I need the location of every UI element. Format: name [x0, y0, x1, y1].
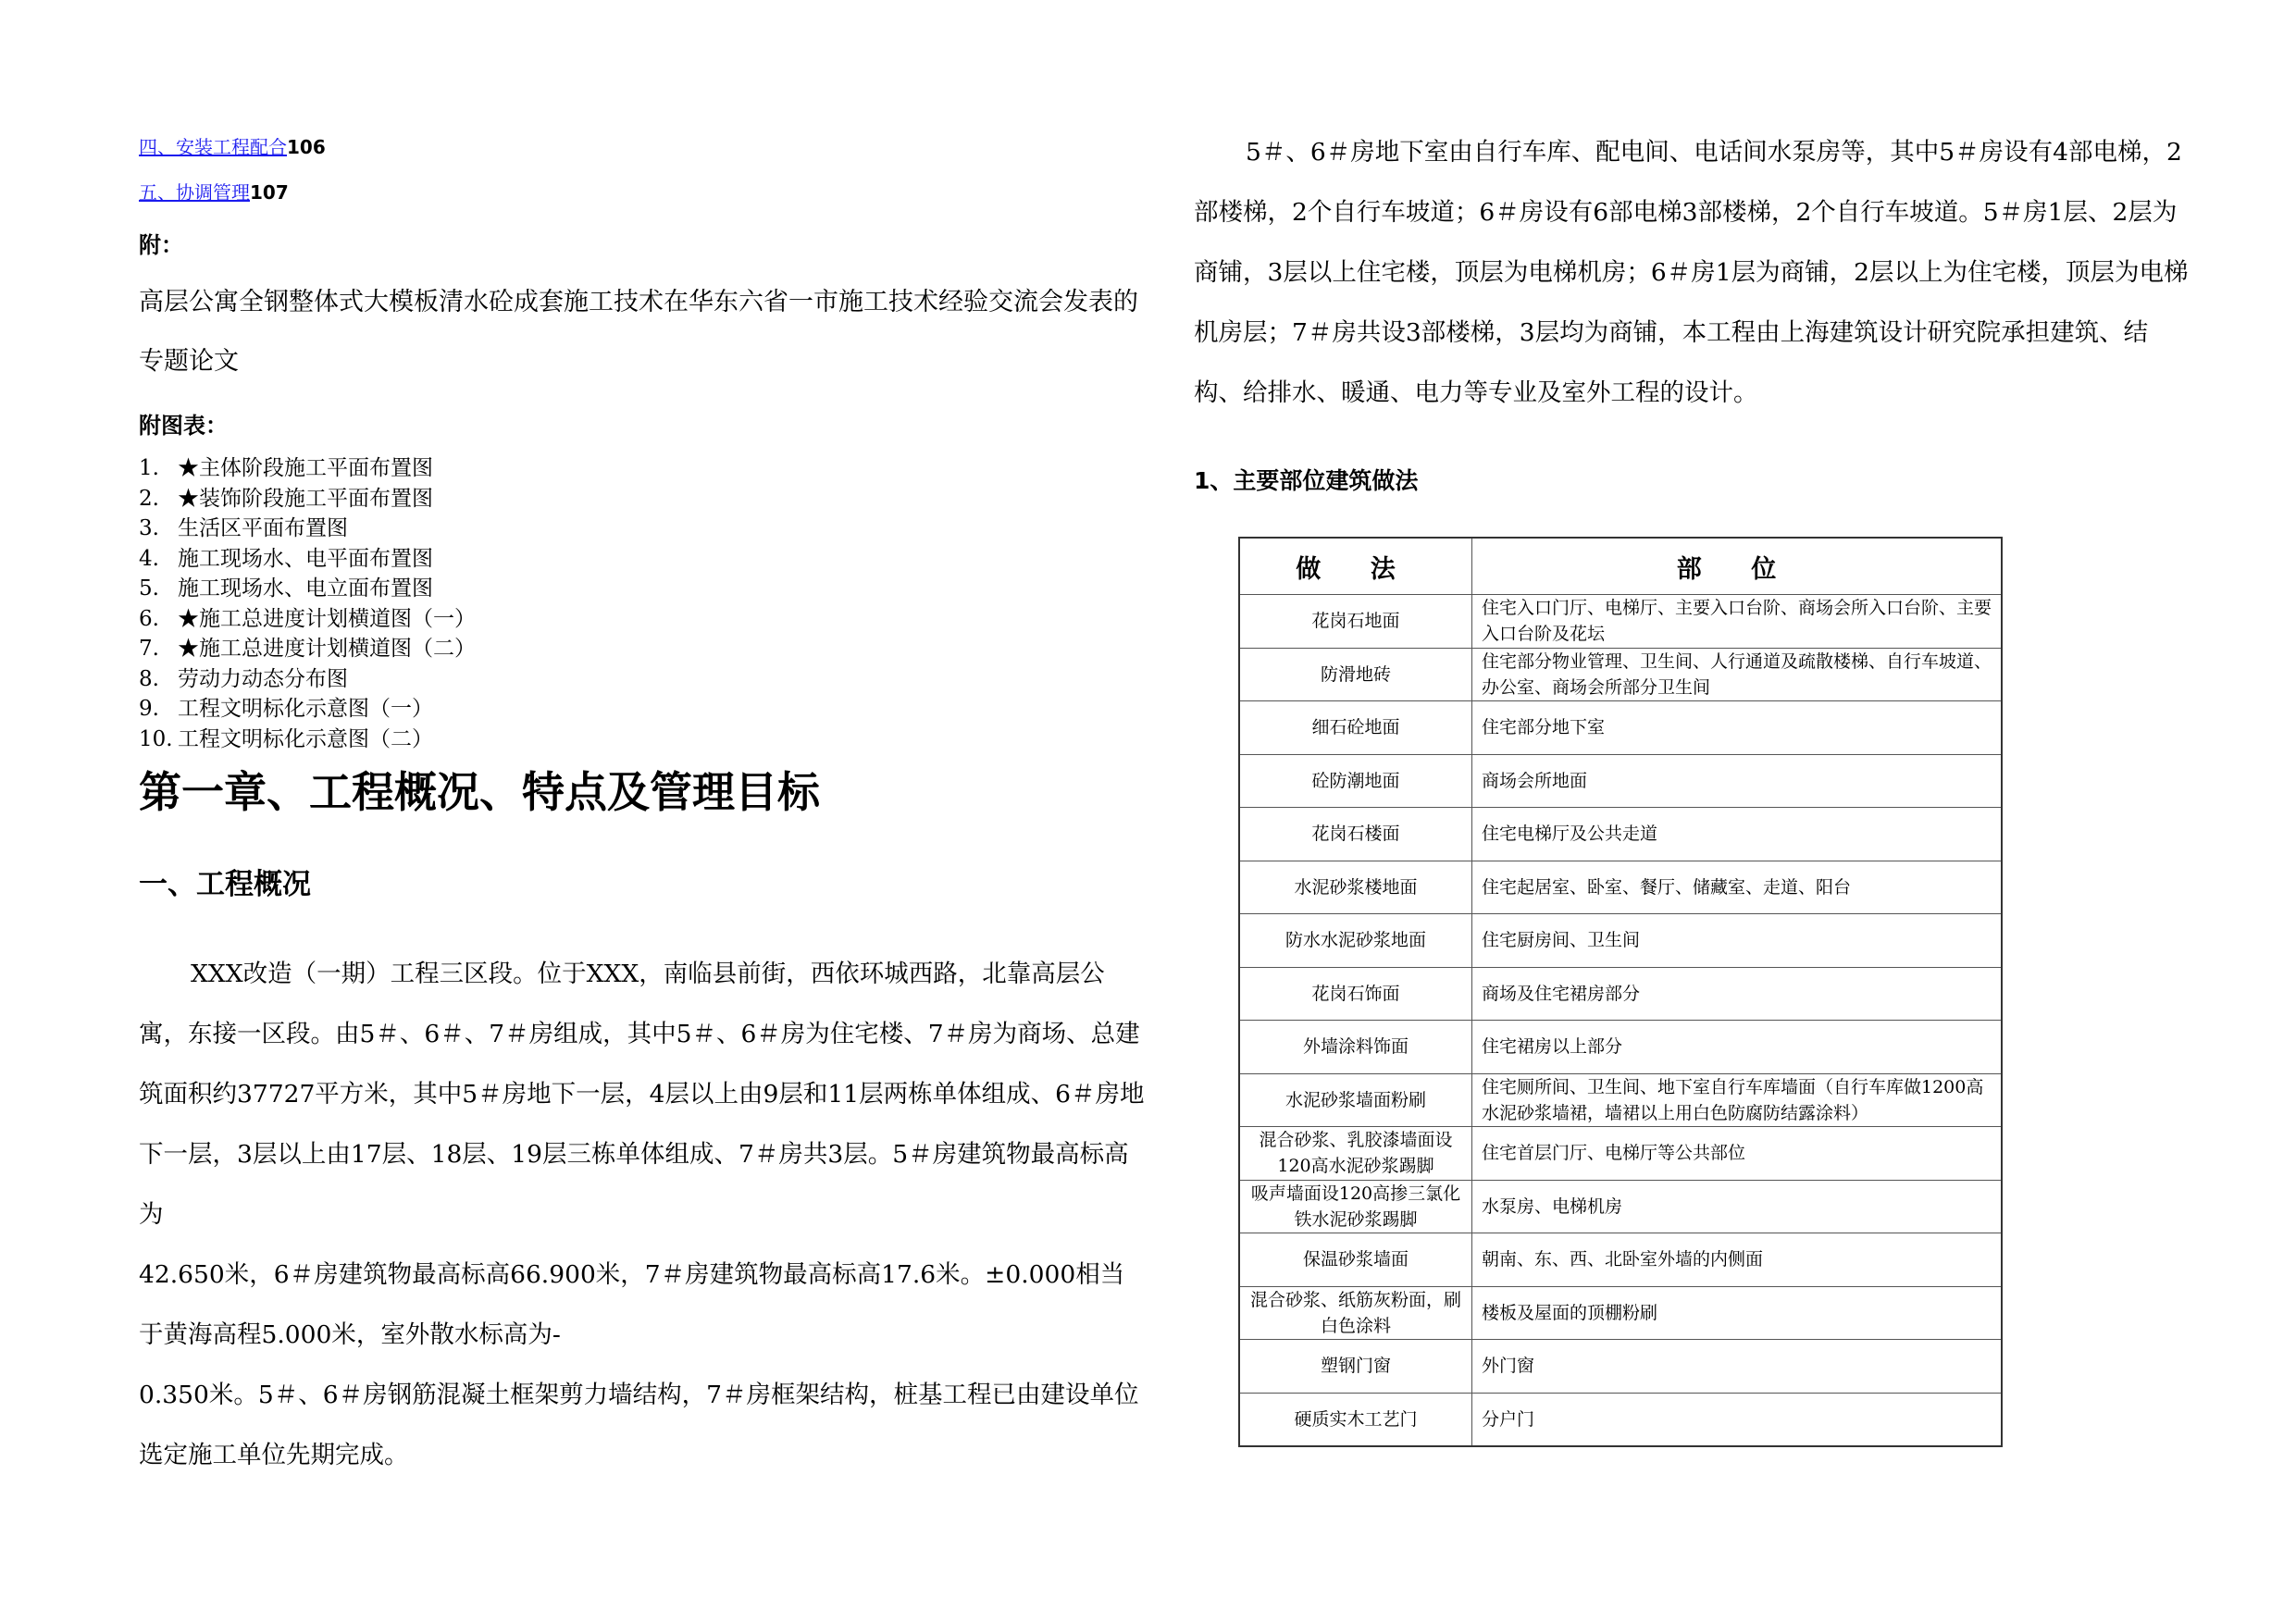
- table-row: [1239, 648, 2002, 701]
- method-cell: 花岗石楼面: [1239, 808, 1472, 861]
- table-row: [1239, 914, 2002, 968]
- method-cell: 吸声墙面设120高掺三氯化铁水泥砂浆踢脚: [1239, 1180, 1472, 1233]
- location-cell: 水泵房、电梯机房: [1472, 1180, 2003, 1233]
- section-title: 一、工程概况: [139, 868, 311, 901]
- location-cell: 商场会所地面: [1472, 754, 2003, 808]
- paragraph: 42.650米，6＃房建筑物最高标高66.900米，7＃房建筑物最高标高17.6米。±0.000相当于黄海高程5.000米，室外散水标高为-: [139, 1260, 1125, 1349]
- basement-description: [1194, 122, 2193, 423]
- method-cell: 水泥砂浆墙面粉刷: [1239, 1073, 1472, 1127]
- location-cell: 住宅起居室、卧室、餐厅、储藏室、走道、阳台: [1472, 861, 2003, 914]
- method-cell: 保温砂浆墙面: [1239, 1233, 1472, 1287]
- table-row: [1239, 1127, 2002, 1181]
- table-row: [1239, 595, 2002, 649]
- paragraph: XXX改造（一期）工程三区段。位于XXX，南临县前街，西依环城西路，北靠高层公寓，东接一区段。由5＃、6＃、7＃房组成，其中5＃、6＃房为住宅楼、7＃房为商场、总建筑面积约37727平方米，其中5＃房地下一层，4层以上由9层和11层两栋单体组成、6＃房地下一层，3层以上由17层、18层、19层三栋单体组成、7＃房共3层。5＃房建筑物最高标高为: [139, 960, 1145, 1229]
- list-item: 4. 施工现场水、电平面布置图: [139, 546, 433, 571]
- method-cell: 外墙涂料饰面: [1239, 1021, 1472, 1074]
- toc-link-label[interactable]: 五、协调管理: [139, 181, 250, 204]
- location-cell: 住宅入口门厅、电梯厅、主要入口台阶、商场会所入口台阶、主要入口台阶及花坛: [1472, 595, 2003, 649]
- method-cell: 水泥砂浆楼地面: [1239, 861, 1472, 914]
- list-item: 9. 工程文明标化示意图（一）: [139, 697, 433, 721]
- method-cell: 细石砼地面: [1239, 701, 1472, 755]
- table-row: [1239, 1286, 2002, 1340]
- method-cell: 花岗石地面: [1239, 595, 1472, 649]
- table-row: [1239, 754, 2002, 808]
- paragraph: 0.350米。5＃、6＃房钢筋混凝土框架剪力墙结构，7＃房框架结构，桩基工程已由建设单位选定施工单位先期完成。: [139, 1381, 1139, 1469]
- method-cell: 防水水泥砂浆地面: [1239, 914, 1472, 968]
- column-header-location: 部 位: [1472, 538, 2003, 595]
- table-header-row: [1239, 538, 2002, 595]
- table-row: [1239, 1233, 2002, 1287]
- table-row: [1239, 1021, 2002, 1074]
- location-cell: 住宅厨房间、卫生间: [1472, 914, 2003, 968]
- table-row: [1239, 967, 2002, 1021]
- table-row: [1239, 701, 2002, 755]
- location-cell: 商场及住宅裙房部分: [1472, 967, 2003, 1021]
- subheading: 1、主要部位建筑做法: [1194, 467, 1419, 494]
- table-row: [1239, 1073, 2002, 1127]
- method-cell: 混合砂浆、纸筋灰粉面，刷白色涂料: [1239, 1286, 1472, 1340]
- location-cell: 住宅电梯厅及公共走道: [1472, 808, 2003, 861]
- location-cell: 朝南、东、西、北卧室外墙的内侧面: [1472, 1233, 2003, 1287]
- figures-list: [139, 453, 476, 754]
- method-cell: 塑钢门窗: [1239, 1340, 1472, 1394]
- method-cell: 花岗石饰面: [1239, 967, 1472, 1021]
- list-item: 6. ★施工总进度计划横道图（一）: [139, 606, 476, 631]
- table-row: [1239, 1340, 2002, 1394]
- appendix-label: 附：: [139, 232, 183, 258]
- chapter-title: 第一章、工程概况、特点及管理目标: [139, 767, 820, 817]
- method-cell: 防滑地砖: [1239, 648, 1472, 701]
- location-cell: 住宅厕所间、卫生间、地下室自行车库墙面（自行车库做1200高水泥砂浆墙裙，墙裙以上用白色防腐防结露涂料）: [1472, 1073, 2003, 1127]
- location-cell: 住宅首层门厅、电梯厅等公共部位: [1472, 1127, 2003, 1181]
- location-cell: 住宅部分物业管理、卫生间、人行通道及疏散楼梯、自行车坡道、办公室、商场会所部分卫生间: [1472, 648, 2003, 701]
- list-item: 8. 劳动力动态分布图: [139, 666, 348, 691]
- method-cell: 硬质实木工艺门: [1239, 1393, 1472, 1446]
- toc-link-label[interactable]: 四、安装工程配合: [139, 136, 287, 158]
- table-row: [1239, 1393, 2002, 1446]
- method-cell: 砼防潮地面: [1239, 754, 1472, 808]
- list-item: 7. ★施工总进度计划横道图（二）: [139, 637, 476, 661]
- location-cell: 住宅裙房以上部分: [1472, 1021, 2003, 1074]
- location-cell: 楼板及屋面的顶棚粉刷: [1472, 1286, 2003, 1340]
- location-cell: 外门窗: [1472, 1340, 2003, 1394]
- list-item: 3. 生活区平面布置图: [139, 516, 348, 540]
- toc-link-install[interactable]: [139, 132, 326, 159]
- construction-methods-table: [1238, 537, 2003, 1447]
- table-row: [1239, 1180, 2002, 1233]
- list-item: 5. 施工现场水、电立面布置图: [139, 576, 433, 601]
- project-overview-text: [139, 944, 1148, 1485]
- appendix-text: 高层公寓全钢整体式大模板清水砼成套施工技术在华东六省一市施工技术经验交流会发表的专题论文: [139, 288, 1138, 376]
- toc-page-number: 107: [250, 181, 289, 204]
- list-item: 1. ★主体阶段施工平面布置图: [139, 456, 433, 480]
- location-cell: 分户门: [1472, 1393, 2003, 1446]
- list-item: 10. 工程文明标化示意图（二）: [139, 726, 433, 751]
- table-row: [1239, 861, 2002, 914]
- location-cell: 住宅部分地下室: [1472, 701, 2003, 755]
- toc-link-coordination[interactable]: [139, 178, 289, 204]
- paragraph: 5＃、6＃房地下室由自行车库、配电间、电话间水泵房等，其中5＃房设有4部电梯，2部楼梯，2个自行车坡道；6＃房设有6部电梯3部楼梯，2个自行车坡道。5＃房1层、2层为商铺，3层以上住宅楼，顶层为电梯机房；6＃房1层为商铺，2层以上为住宅楼，顶层为电梯机房层；7＃房共设3部楼梯，3层均为商铺，本工程由上海建筑设计研究院承担建筑、结构、给排水、暖通、电力等专业及室外工程的设计。: [1194, 138, 2189, 407]
- list-item: 2. ★装饰阶段施工平面布置图: [139, 486, 433, 511]
- toc-page-number: 106: [287, 136, 326, 158]
- column-header-method: 做 法: [1239, 538, 1472, 595]
- method-cell: 混合砂浆、乳胶漆墙面设120高水泥砂浆踢脚: [1239, 1127, 1472, 1181]
- figures-label: 附图表：: [139, 413, 228, 439]
- table-row: [1239, 808, 2002, 861]
